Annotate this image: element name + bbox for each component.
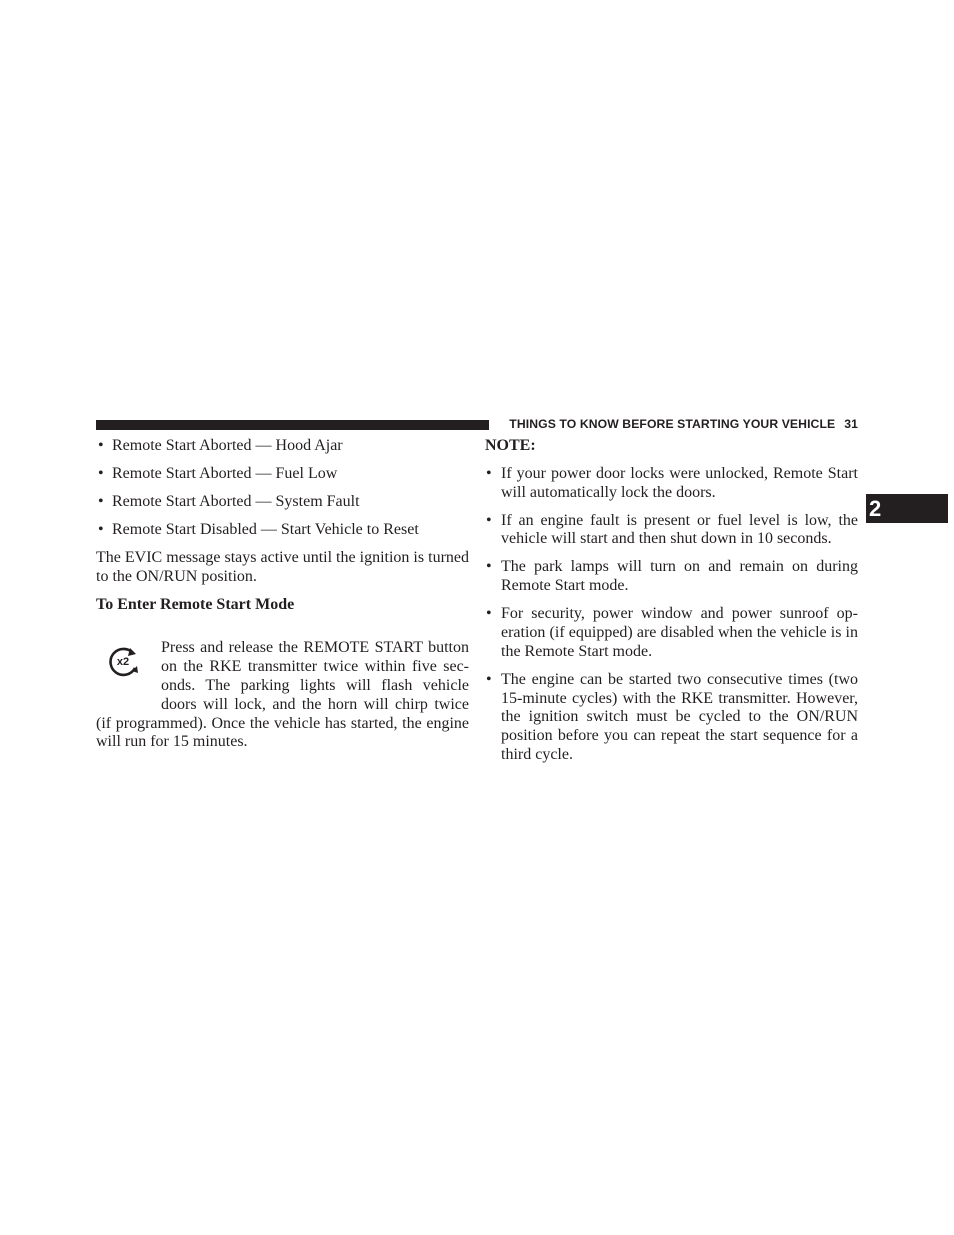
list-item: • If your power door locks were unlocked, Remote Start will automatically lock the doors. <box>485 465 858 503</box>
header-rule <box>96 420 489 430</box>
list-item: • For security, power window and power sunroof op-eration (if equipped) are disabled when the vehicle is in the Remote Start mode. <box>485 605 858 661</box>
step-line: onds. The parking lights will flash vehicle <box>161 676 469 694</box>
list-item: • Remote Start Aborted — Hood Ajar <box>96 437 469 456</box>
chapter-number: 2 <box>869 496 882 521</box>
list-item: • Remote Start Disabled — Start Vehicle to Reset <box>96 521 469 540</box>
step-line: (if programmed). Once the vehicle has started, the engine <box>96 714 469 732</box>
section-title: THINGS TO KNOW BEFORE STARTING YOUR VEHICLE <box>509 417 836 431</box>
step-paragraph <box>96 639 469 752</box>
running-header <box>497 417 858 431</box>
left-column <box>96 437 469 752</box>
chapter-tab <box>866 494 948 523</box>
evic-paragraph: The EVIC message stays active until the ignition is turned to the ON/RUN position. <box>96 548 469 585</box>
note-list <box>485 465 858 765</box>
remote-start-step <box>96 639 469 752</box>
list-item: • If an engine fault is present or fuel level is low, the vehicle will start and then shut down in 10 seconds. <box>485 512 858 550</box>
list-item: • The park lamps will turn on and remain on during Remote Start mode. <box>485 558 858 596</box>
step-line: on the RKE transmitter twice within five sec- <box>161 658 469 676</box>
list-item: • Remote Start Aborted — System Fault <box>96 493 469 512</box>
note-label: NOTE: <box>485 437 536 454</box>
remote-start-x2-icon <box>106 645 142 679</box>
icon-label: x2 <box>116 656 130 669</box>
list-item: • Remote Start Aborted — Fuel Low <box>96 465 469 484</box>
step-line: will run for 15 minutes. <box>96 733 248 751</box>
status-message-list <box>96 437 469 540</box>
right-column <box>485 437 858 774</box>
step-line: doors will lock, and the horn will chirp twice <box>161 695 469 713</box>
page-number: 31 <box>844 417 858 431</box>
section-heading: To Enter Remote Start Mode <box>96 595 295 613</box>
step-line: Press and release the REMOTE START button <box>161 639 469 657</box>
list-item: • The engine can be started two consecutive times (two 15-minute cycles) with the RKE transmitter. However, the ignition switch must be cycled to the ON/RUN position before you can repeat the start sequence for a third cycle. <box>485 671 858 765</box>
